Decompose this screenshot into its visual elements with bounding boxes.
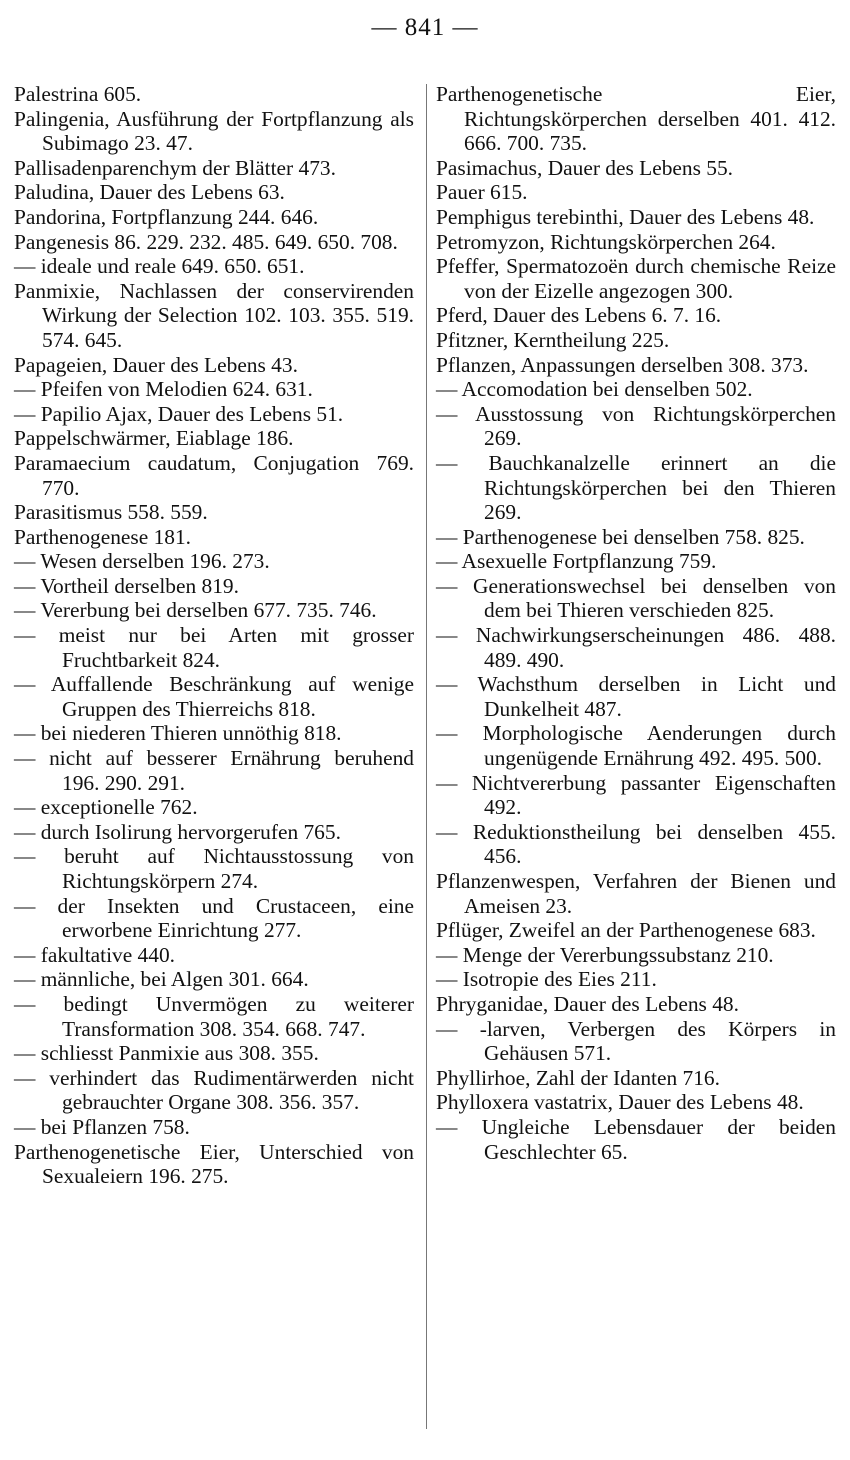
- index-subentry: — bei niederen Thieren unnöthig 818.: [14, 721, 342, 746]
- index-subentry: — Menge der Vererbungssubstanz 210.: [436, 942, 774, 967]
- index-subentry: — Nichtvererbung passanter Eigenschaften 492.: [436, 770, 836, 820]
- index-subentry: — meist nur bei Arten mit grosser Fruchtbarkeit 824.: [14, 623, 414, 672]
- page-number: — 841 —: [371, 14, 479, 41]
- index-subentry: — fakultative 440.: [14, 942, 175, 967]
- index-entry: Petromyzon, Richtungskörperchen 264.: [436, 229, 776, 254]
- index-subentry: — nicht auf besserer Ernährung beruhend 196. 290. 291.: [14, 746, 414, 795]
- index-subentry: — -larven, Verbergen des Körpers in Gehäusen 571.: [436, 1016, 836, 1066]
- index-entry: Pfitzner, Kerntheilung 225.: [436, 327, 670, 352]
- index-subentry: — Isotropie des Eies 211.: [436, 967, 657, 992]
- column-divider: [426, 84, 427, 1429]
- index-entry: Pasimachus, Dauer des Lebens 55.: [436, 155, 734, 180]
- index-subentry: — Papilio Ajax, Dauer des Lebens 51.: [14, 401, 344, 426]
- index-entry: Parasitismus 558. 559.: [14, 500, 208, 525]
- index-subentry: — schliesst Panmixie aus 308. 355.: [14, 1041, 319, 1066]
- index-subentry: — Ungleiche Lebensdauer der beiden Geschlechter 65.: [436, 1114, 836, 1164]
- index-column-right: [436, 82, 836, 1164]
- index-subentry: — Auffallende Beschränkung auf wenige Gruppen des Thierreichs 818.: [14, 672, 414, 721]
- index-entry: Parthenogenetische Eier, Unterschied von Sexualeiern 196. 275.: [14, 1139, 414, 1189]
- index-subentry: — bedingt Unvermögen zu weiterer Transformation 308. 354. 668. 747.: [14, 991, 414, 1041]
- index-subentry: — Vererbung bei derselben 677. 735. 746.: [14, 598, 377, 623]
- index-entry: Paludina, Dauer des Lebens 63.: [14, 180, 285, 205]
- index-entry: Parthenogenetische Eier, Richtungskörperchen derselben 401. 412. 666. 700. 735.: [436, 82, 836, 156]
- index-subentry: — durch Isolirung hervorgerufen 765.: [14, 819, 341, 844]
- index-subentry: — Pfeifen von Melodien 624. 631.: [14, 377, 313, 402]
- index-entry: Phylloxera vastatrix, Dauer des Lebens 48.: [436, 1090, 804, 1115]
- index-entry: Pfeffer, Spermatozoën durch chemische Reize von der Eizelle angezogen 300.: [436, 254, 836, 303]
- index-entry: Pauer 615.: [436, 180, 528, 205]
- index-subentry: — Nachwirkungserscheinungen 486. 488. 489. 490.: [436, 623, 836, 672]
- index-subentry: — exceptionelle 762.: [14, 795, 198, 820]
- index-subentry: — Reduktionstheilung bei denselben 455. 456.: [436, 819, 836, 869]
- index-subentry: — ideale und reale 649. 650. 651.: [14, 254, 305, 279]
- index-entry: Parthenogenese 181.: [14, 524, 192, 549]
- index-subentry: — Accomodation bei denselben 502.: [436, 377, 753, 402]
- index-entry: Papageien, Dauer des Lebens 43.: [14, 352, 298, 377]
- index-entry: Pflanzenwespen, Verfahren der Bienen und Ameisen 23.: [436, 869, 836, 918]
- index-subentry: — der Insekten und Crustaceen, eine erworbene Einrichtung 277.: [14, 893, 414, 943]
- index-subentry: — Wesen derselben 196. 273.: [14, 549, 270, 574]
- index-subentry: — männliche, bei Algen 301. 664.: [14, 967, 309, 992]
- index-subentry: — Morphologische Aenderungen durch ungenügende Ernährung 492. 495. 500.: [436, 721, 836, 771]
- index-entry: Pallisadenparenchym der Blätter 473.: [14, 155, 336, 180]
- index-subentry: — bei Pflanzen 758.: [14, 1114, 190, 1139]
- index-subentry: — Vortheil derselben 819.: [14, 573, 239, 598]
- index-entry: Pflüger, Zweifel an der Parthenogenese 683.: [436, 918, 816, 943]
- index-subentry: — Ausstossung von Richtungskörperchen 269.: [436, 401, 836, 451]
- index-entry: Pflanzen, Anpassungen derselben 308. 373.: [436, 352, 809, 377]
- index-subentry: — Generationswechsel bei denselben von dem bei Thieren verschieden 825.: [436, 573, 836, 623]
- index-entry: Phyllirhoe, Zahl der Idanten 716.: [436, 1065, 720, 1090]
- index-subentry: — Asexuelle Fortpflanzung 759.: [436, 549, 717, 574]
- index-entry: Pandorina, Fortpflanzung 244. 646.: [14, 204, 319, 229]
- index-subentry: — Parthenogenese bei denselben 758. 825.: [436, 524, 805, 549]
- index-subentry: — beruht auf Nichtausstossung von Richtungskörpern 274.: [14, 844, 414, 893]
- index-subentry: — Bauchkanalzelle erinnert an die Richtungskörperchen bei den Thieren 269.: [436, 450, 836, 525]
- index-entry: Palingenia, Ausführung der Fortpflanzung als Subimago 23. 47.: [14, 106, 414, 156]
- index-entry: Pferd, Dauer des Lebens 6. 7. 16.: [436, 303, 722, 328]
- index-entry: Palestrina 605.: [14, 82, 142, 106]
- index-entry: Panmixie, Nachlassen der conservirenden Wirkung der Selection 102. 103. 355. 519. 574. 645.: [14, 278, 414, 352]
- index-column-left: [14, 82, 414, 1189]
- index-entry: Pemphigus terebinthi, Dauer des Lebens 48.: [436, 204, 815, 229]
- index-entry: Phryganidae, Dauer des Lebens 48.: [436, 991, 739, 1016]
- index-entry: Paramaecium caudatum, Conjugation 769. 770.: [14, 450, 414, 500]
- index-subentry: — verhindert das Rudimentärwerden nicht gebrauchter Organe 308. 356. 357.: [14, 1065, 414, 1115]
- index-subentry: — Wachsthum derselben in Licht und Dunkelheit 487.: [436, 672, 836, 721]
- index-entry: Pappelschwärmer, Eiablage 186.: [14, 426, 294, 451]
- index-entry: Pangenesis 86. 229. 232. 485. 649. 650. 708.: [14, 229, 398, 254]
